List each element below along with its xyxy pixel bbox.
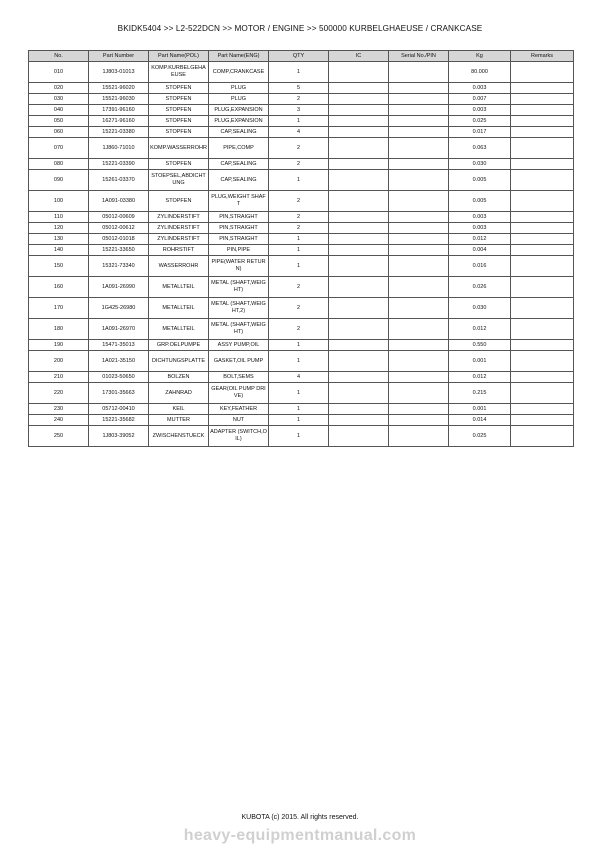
cell-serial: [389, 277, 449, 298]
column-header-remarks: Remarks: [511, 51, 574, 62]
cell-part-name-eng: PIN,STRAIGHT: [209, 212, 269, 223]
cell-part-name-pol: BOLZEN: [149, 372, 209, 383]
cell-remarks: [511, 116, 574, 127]
cell-part-name-pol: ZWISCHENSTUECK: [149, 426, 209, 447]
cell-no: 210: [29, 372, 89, 383]
cell-part-number: 17301-35663: [89, 383, 149, 404]
cell-no: 240: [29, 415, 89, 426]
cell-no: 070: [29, 138, 89, 159]
cell-no: 160: [29, 277, 89, 298]
cell-part-name-eng: COMP,CRANKCASE: [209, 62, 269, 83]
cell-part-name-pol: STOPFEN: [149, 105, 209, 116]
table-row: [29, 319, 574, 340]
cell-no: 230: [29, 404, 89, 415]
cell-kg: 0.003: [449, 212, 511, 223]
table-row: [29, 415, 574, 426]
column-header-part-name-pol: Part Name(POL): [149, 51, 209, 62]
cell-serial: [389, 159, 449, 170]
cell-part-name-pol: STOPFEN: [149, 159, 209, 170]
cell-part-name-eng: METAL (SHAFT,WEIGHT,2): [209, 298, 269, 319]
cell-kg: 0.025: [449, 116, 511, 127]
table-header-row: [29, 51, 574, 62]
cell-ic: [329, 298, 389, 319]
cell-ic: [329, 426, 389, 447]
cell-part-number: 05012-01018: [89, 234, 149, 245]
cell-serial: [389, 245, 449, 256]
table-row: [29, 159, 574, 170]
cell-remarks: [511, 404, 574, 415]
cell-kg: 0.007: [449, 94, 511, 105]
table-row: [29, 138, 574, 159]
cell-part-number: 16271-96160: [89, 116, 149, 127]
cell-kg: 0.012: [449, 319, 511, 340]
cell-remarks: [511, 212, 574, 223]
cell-ic: [329, 223, 389, 234]
cell-part-number: 1G425-26980: [89, 298, 149, 319]
cell-part-number: 15471-35013: [89, 340, 149, 351]
cell-serial: [389, 94, 449, 105]
cell-part-number: 15221-03390: [89, 159, 149, 170]
cell-part-name-pol: ROHRSTIFT: [149, 245, 209, 256]
table-row: [29, 234, 574, 245]
cell-serial: [389, 256, 449, 277]
cell-part-number: 1J860-71010: [89, 138, 149, 159]
cell-remarks: [511, 83, 574, 94]
cell-remarks: [511, 62, 574, 83]
cell-ic: [329, 234, 389, 245]
cell-kg: 0.004: [449, 245, 511, 256]
cell-part-number: 15221-03380: [89, 127, 149, 138]
cell-part-number: 05012-00609: [89, 212, 149, 223]
column-header-part-name-eng: Part Name(ENG): [209, 51, 269, 62]
cell-part-name-eng: GASKET,OIL PUMP: [209, 351, 269, 372]
cell-part-number: 1A091-03380: [89, 191, 149, 212]
table-row: [29, 372, 574, 383]
cell-part-number: 15221-35682: [89, 415, 149, 426]
cell-qty: 1: [269, 170, 329, 191]
cell-ic: [329, 83, 389, 94]
cell-serial: [389, 170, 449, 191]
cell-ic: [329, 94, 389, 105]
cell-kg: 0.003: [449, 105, 511, 116]
table-row: [29, 212, 574, 223]
cell-no: 110: [29, 212, 89, 223]
cell-part-name-eng: PIN,STRAIGHT: [209, 234, 269, 245]
cell-qty: 1: [269, 383, 329, 404]
cell-part-name-pol: METALLTEIL: [149, 319, 209, 340]
table-row: [29, 245, 574, 256]
column-header-qty: QTY: [269, 51, 329, 62]
cell-part-name-eng: PIN,PIPE: [209, 245, 269, 256]
cell-part-number: 15521-96020: [89, 83, 149, 94]
cell-remarks: [511, 223, 574, 234]
cell-part-name-pol: STOPFEN: [149, 83, 209, 94]
cell-ic: [329, 372, 389, 383]
cell-part-number: 01023-50650: [89, 372, 149, 383]
column-header-no: No.: [29, 51, 89, 62]
cell-serial: [389, 383, 449, 404]
cell-remarks: [511, 127, 574, 138]
watermark: heavy-equipmentmanual.com: [183, 827, 417, 844]
cell-no: 060: [29, 127, 89, 138]
cell-remarks: [511, 256, 574, 277]
cell-remarks: [511, 426, 574, 447]
cell-qty: 1: [269, 426, 329, 447]
cell-qty: 4: [269, 372, 329, 383]
cell-serial: [389, 415, 449, 426]
cell-part-name-eng: PLUG,WEIGHT SHAFT: [209, 191, 269, 212]
cell-kg: 0.025: [449, 426, 511, 447]
cell-part-name-pol: KEIL: [149, 404, 209, 415]
cell-ic: [329, 415, 389, 426]
cell-ic: [329, 62, 389, 83]
table-row: [29, 83, 574, 94]
cell-qty: 1: [269, 351, 329, 372]
cell-remarks: [511, 340, 574, 351]
cell-qty: 2: [269, 298, 329, 319]
cell-ic: [329, 127, 389, 138]
cell-ic: [329, 116, 389, 127]
cell-serial: [389, 83, 449, 94]
cell-qty: 3: [269, 105, 329, 116]
table-row: [29, 105, 574, 116]
cell-qty: 1: [269, 404, 329, 415]
cell-no: 190: [29, 340, 89, 351]
cell-part-name-eng: KEY,FEATHER: [209, 404, 269, 415]
cell-kg: 0.001: [449, 404, 511, 415]
column-header-part-number: Part Number: [89, 51, 149, 62]
copyright-footer: KUBOTA (c) 2015. All rights reserved.: [241, 814, 359, 821]
cell-kg: 0.012: [449, 234, 511, 245]
cell-part-number: 15261-03370: [89, 170, 149, 191]
cell-ic: [329, 319, 389, 340]
cell-no: 180: [29, 319, 89, 340]
cell-serial: [389, 191, 449, 212]
cell-part-name-pol: ZYLINDERSTIFT: [149, 223, 209, 234]
cell-no: 130: [29, 234, 89, 245]
cell-kg: 0.550: [449, 340, 511, 351]
cell-part-number: 1A021-35150: [89, 351, 149, 372]
cell-serial: [389, 351, 449, 372]
cell-qty: 2: [269, 138, 329, 159]
table-row: [29, 351, 574, 372]
cell-part-number: 05012-00612: [89, 223, 149, 234]
cell-remarks: [511, 298, 574, 319]
cell-remarks: [511, 94, 574, 105]
cell-part-name-pol: WASSERROHR: [149, 256, 209, 277]
cell-qty: 5: [269, 83, 329, 94]
cell-no: 040: [29, 105, 89, 116]
cell-part-name-eng: NUT: [209, 415, 269, 426]
cell-kg: 0.005: [449, 191, 511, 212]
cell-part-name-pol: STOPFEN: [149, 94, 209, 105]
cell-part-name-pol: MUTTER: [149, 415, 209, 426]
cell-part-name-eng: ASSY PUMP,OIL: [209, 340, 269, 351]
cell-qty: 2: [269, 277, 329, 298]
cell-ic: [329, 340, 389, 351]
cell-ic: [329, 404, 389, 415]
cell-ic: [329, 105, 389, 116]
cell-remarks: [511, 191, 574, 212]
cell-no: 020: [29, 83, 89, 94]
cell-remarks: [511, 319, 574, 340]
cell-no: 200: [29, 351, 89, 372]
cell-part-number: 05712-00410: [89, 404, 149, 415]
cell-kg: 0.005: [449, 170, 511, 191]
cell-part-name-pol: STOEPSEL,ABDICHTUNG: [149, 170, 209, 191]
cell-serial: [389, 62, 449, 83]
cell-qty: 1: [269, 116, 329, 127]
cell-ic: [329, 383, 389, 404]
cell-qty: 2: [269, 191, 329, 212]
cell-remarks: [511, 415, 574, 426]
cell-part-name-eng: PLUG,EXPANSION: [209, 116, 269, 127]
cell-kg: 0.012: [449, 372, 511, 383]
cell-remarks: [511, 138, 574, 159]
cell-ic: [329, 191, 389, 212]
cell-ic: [329, 351, 389, 372]
cell-no: 150: [29, 256, 89, 277]
cell-no: 050: [29, 116, 89, 127]
table-row: [29, 383, 574, 404]
cell-part-name-pol: ZAHNRAD: [149, 383, 209, 404]
cell-part-number: 1J803-01013: [89, 62, 149, 83]
column-header-serial: Serial No./PIN: [389, 51, 449, 62]
cell-kg: 0.063: [449, 138, 511, 159]
table-row: [29, 116, 574, 127]
cell-kg: 0.016: [449, 256, 511, 277]
cell-no: 030: [29, 94, 89, 105]
cell-part-name-pol: KOMP.KURBELGEHAEUSE: [149, 62, 209, 83]
cell-part-name-pol: ZYLINDERSTIFT: [149, 212, 209, 223]
cell-serial: [389, 223, 449, 234]
cell-qty: 2: [269, 212, 329, 223]
cell-part-number: 17391-96160: [89, 105, 149, 116]
cell-part-name-eng: PLUG: [209, 83, 269, 94]
cell-part-name-eng: BOLT,SEMS: [209, 372, 269, 383]
parts-table: [28, 50, 574, 447]
cell-ic: [329, 170, 389, 191]
cell-part-name-eng: ADAPTER (SWITCH,OIL): [209, 426, 269, 447]
cell-part-name-eng: PIPE,COMP: [209, 138, 269, 159]
cell-qty: 1: [269, 256, 329, 277]
cell-part-name-pol: DICHTUNGSPLATTE: [149, 351, 209, 372]
cell-qty: 4: [269, 127, 329, 138]
cell-no: 100: [29, 191, 89, 212]
page-title: BKIDK5404 >> L2-522DCN >> MOTOR / ENGINE >> 500000 KURBELGHAEUSE / CRANKCASE: [117, 24, 483, 33]
cell-kg: 0.017: [449, 127, 511, 138]
table-row: [29, 298, 574, 319]
cell-remarks: [511, 351, 574, 372]
cell-remarks: [511, 170, 574, 191]
table-row: [29, 127, 574, 138]
table-row: [29, 94, 574, 105]
cell-part-name-eng: PLUG,EXPANSION: [209, 105, 269, 116]
cell-no: 250: [29, 426, 89, 447]
cell-serial: [389, 138, 449, 159]
cell-part-name-pol: METALLTEIL: [149, 277, 209, 298]
cell-part-name-eng: PLUG: [209, 94, 269, 105]
cell-kg: 0.215: [449, 383, 511, 404]
cell-part-name-pol: GRP.OELPUMPE: [149, 340, 209, 351]
column-header-ic: IC: [329, 51, 389, 62]
cell-kg: 0.026: [449, 277, 511, 298]
cell-serial: [389, 105, 449, 116]
cell-part-number: 15521-96030: [89, 94, 149, 105]
cell-serial: [389, 372, 449, 383]
table-row: [29, 277, 574, 298]
cell-kg: 0.003: [449, 223, 511, 234]
cell-qty: 1: [269, 245, 329, 256]
cell-part-number: 1A091-26990: [89, 277, 149, 298]
cell-part-name-eng: PIPE(WATER RETURN): [209, 256, 269, 277]
cell-no: 010: [29, 62, 89, 83]
cell-no: 170: [29, 298, 89, 319]
table-row: [29, 426, 574, 447]
cell-remarks: [511, 372, 574, 383]
cell-part-number: 15321-73340: [89, 256, 149, 277]
cell-part-number: 1J803-39052: [89, 426, 149, 447]
cell-serial: [389, 212, 449, 223]
cell-part-name-eng: CAP,SEALING: [209, 170, 269, 191]
cell-part-name-pol: METALLTEIL: [149, 298, 209, 319]
cell-part-number: 15221-33650: [89, 245, 149, 256]
cell-part-name-eng: PIN,STRAIGHT: [209, 223, 269, 234]
cell-kg: 0.014: [449, 415, 511, 426]
cell-remarks: [511, 245, 574, 256]
column-header-kg: Kg: [449, 51, 511, 62]
cell-serial: [389, 426, 449, 447]
cell-ic: [329, 277, 389, 298]
cell-remarks: [511, 277, 574, 298]
table-row: [29, 191, 574, 212]
cell-part-name-eng: CAP,SEALING: [209, 127, 269, 138]
cell-part-number: 1A091-26970: [89, 319, 149, 340]
cell-part-name-eng: METAL (SHAFT,WEIGHT): [209, 319, 269, 340]
cell-serial: [389, 298, 449, 319]
cell-qty: 1: [269, 340, 329, 351]
cell-no: 140: [29, 245, 89, 256]
cell-ic: [329, 212, 389, 223]
cell-part-name-pol: KOMP.WASSERROHR: [149, 138, 209, 159]
cell-part-name-eng: CAP,SEALING: [209, 159, 269, 170]
table-row: [29, 256, 574, 277]
cell-serial: [389, 340, 449, 351]
cell-serial: [389, 116, 449, 127]
cell-no: 120: [29, 223, 89, 234]
cell-qty: 1: [269, 62, 329, 83]
cell-part-name-eng: METAL (SHAFT,WEIGHT): [209, 277, 269, 298]
cell-qty: 2: [269, 159, 329, 170]
cell-kg: 0.030: [449, 298, 511, 319]
cell-serial: [389, 127, 449, 138]
cell-no: 080: [29, 159, 89, 170]
cell-qty: 1: [269, 234, 329, 245]
cell-qty: 2: [269, 223, 329, 234]
cell-kg: 0.001: [449, 351, 511, 372]
cell-part-name-pol: STOPFEN: [149, 127, 209, 138]
cell-no: 090: [29, 170, 89, 191]
cell-remarks: [511, 105, 574, 116]
table-row: [29, 62, 574, 83]
cell-ic: [329, 256, 389, 277]
cell-part-name-eng: GEAR(OIL PUMP DRIVE): [209, 383, 269, 404]
table-row: [29, 170, 574, 191]
cell-kg: 0.030: [449, 159, 511, 170]
cell-remarks: [511, 383, 574, 404]
table-row: [29, 340, 574, 351]
cell-ic: [329, 138, 389, 159]
cell-part-name-pol: ZYLINDERSTIFT: [149, 234, 209, 245]
table-row: [29, 223, 574, 234]
cell-remarks: [511, 234, 574, 245]
cell-qty: 2: [269, 319, 329, 340]
cell-part-name-pol: STOPFEN: [149, 116, 209, 127]
cell-serial: [389, 404, 449, 415]
cell-serial: [389, 319, 449, 340]
cell-ic: [329, 159, 389, 170]
table-row: [29, 404, 574, 415]
cell-remarks: [511, 159, 574, 170]
cell-kg: 0.003: [449, 83, 511, 94]
cell-qty: 2: [269, 94, 329, 105]
cell-qty: 1: [269, 415, 329, 426]
cell-ic: [329, 245, 389, 256]
cell-kg: 80.000: [449, 62, 511, 83]
cell-no: 220: [29, 383, 89, 404]
cell-serial: [389, 234, 449, 245]
cell-part-name-pol: STOPFEN: [149, 191, 209, 212]
